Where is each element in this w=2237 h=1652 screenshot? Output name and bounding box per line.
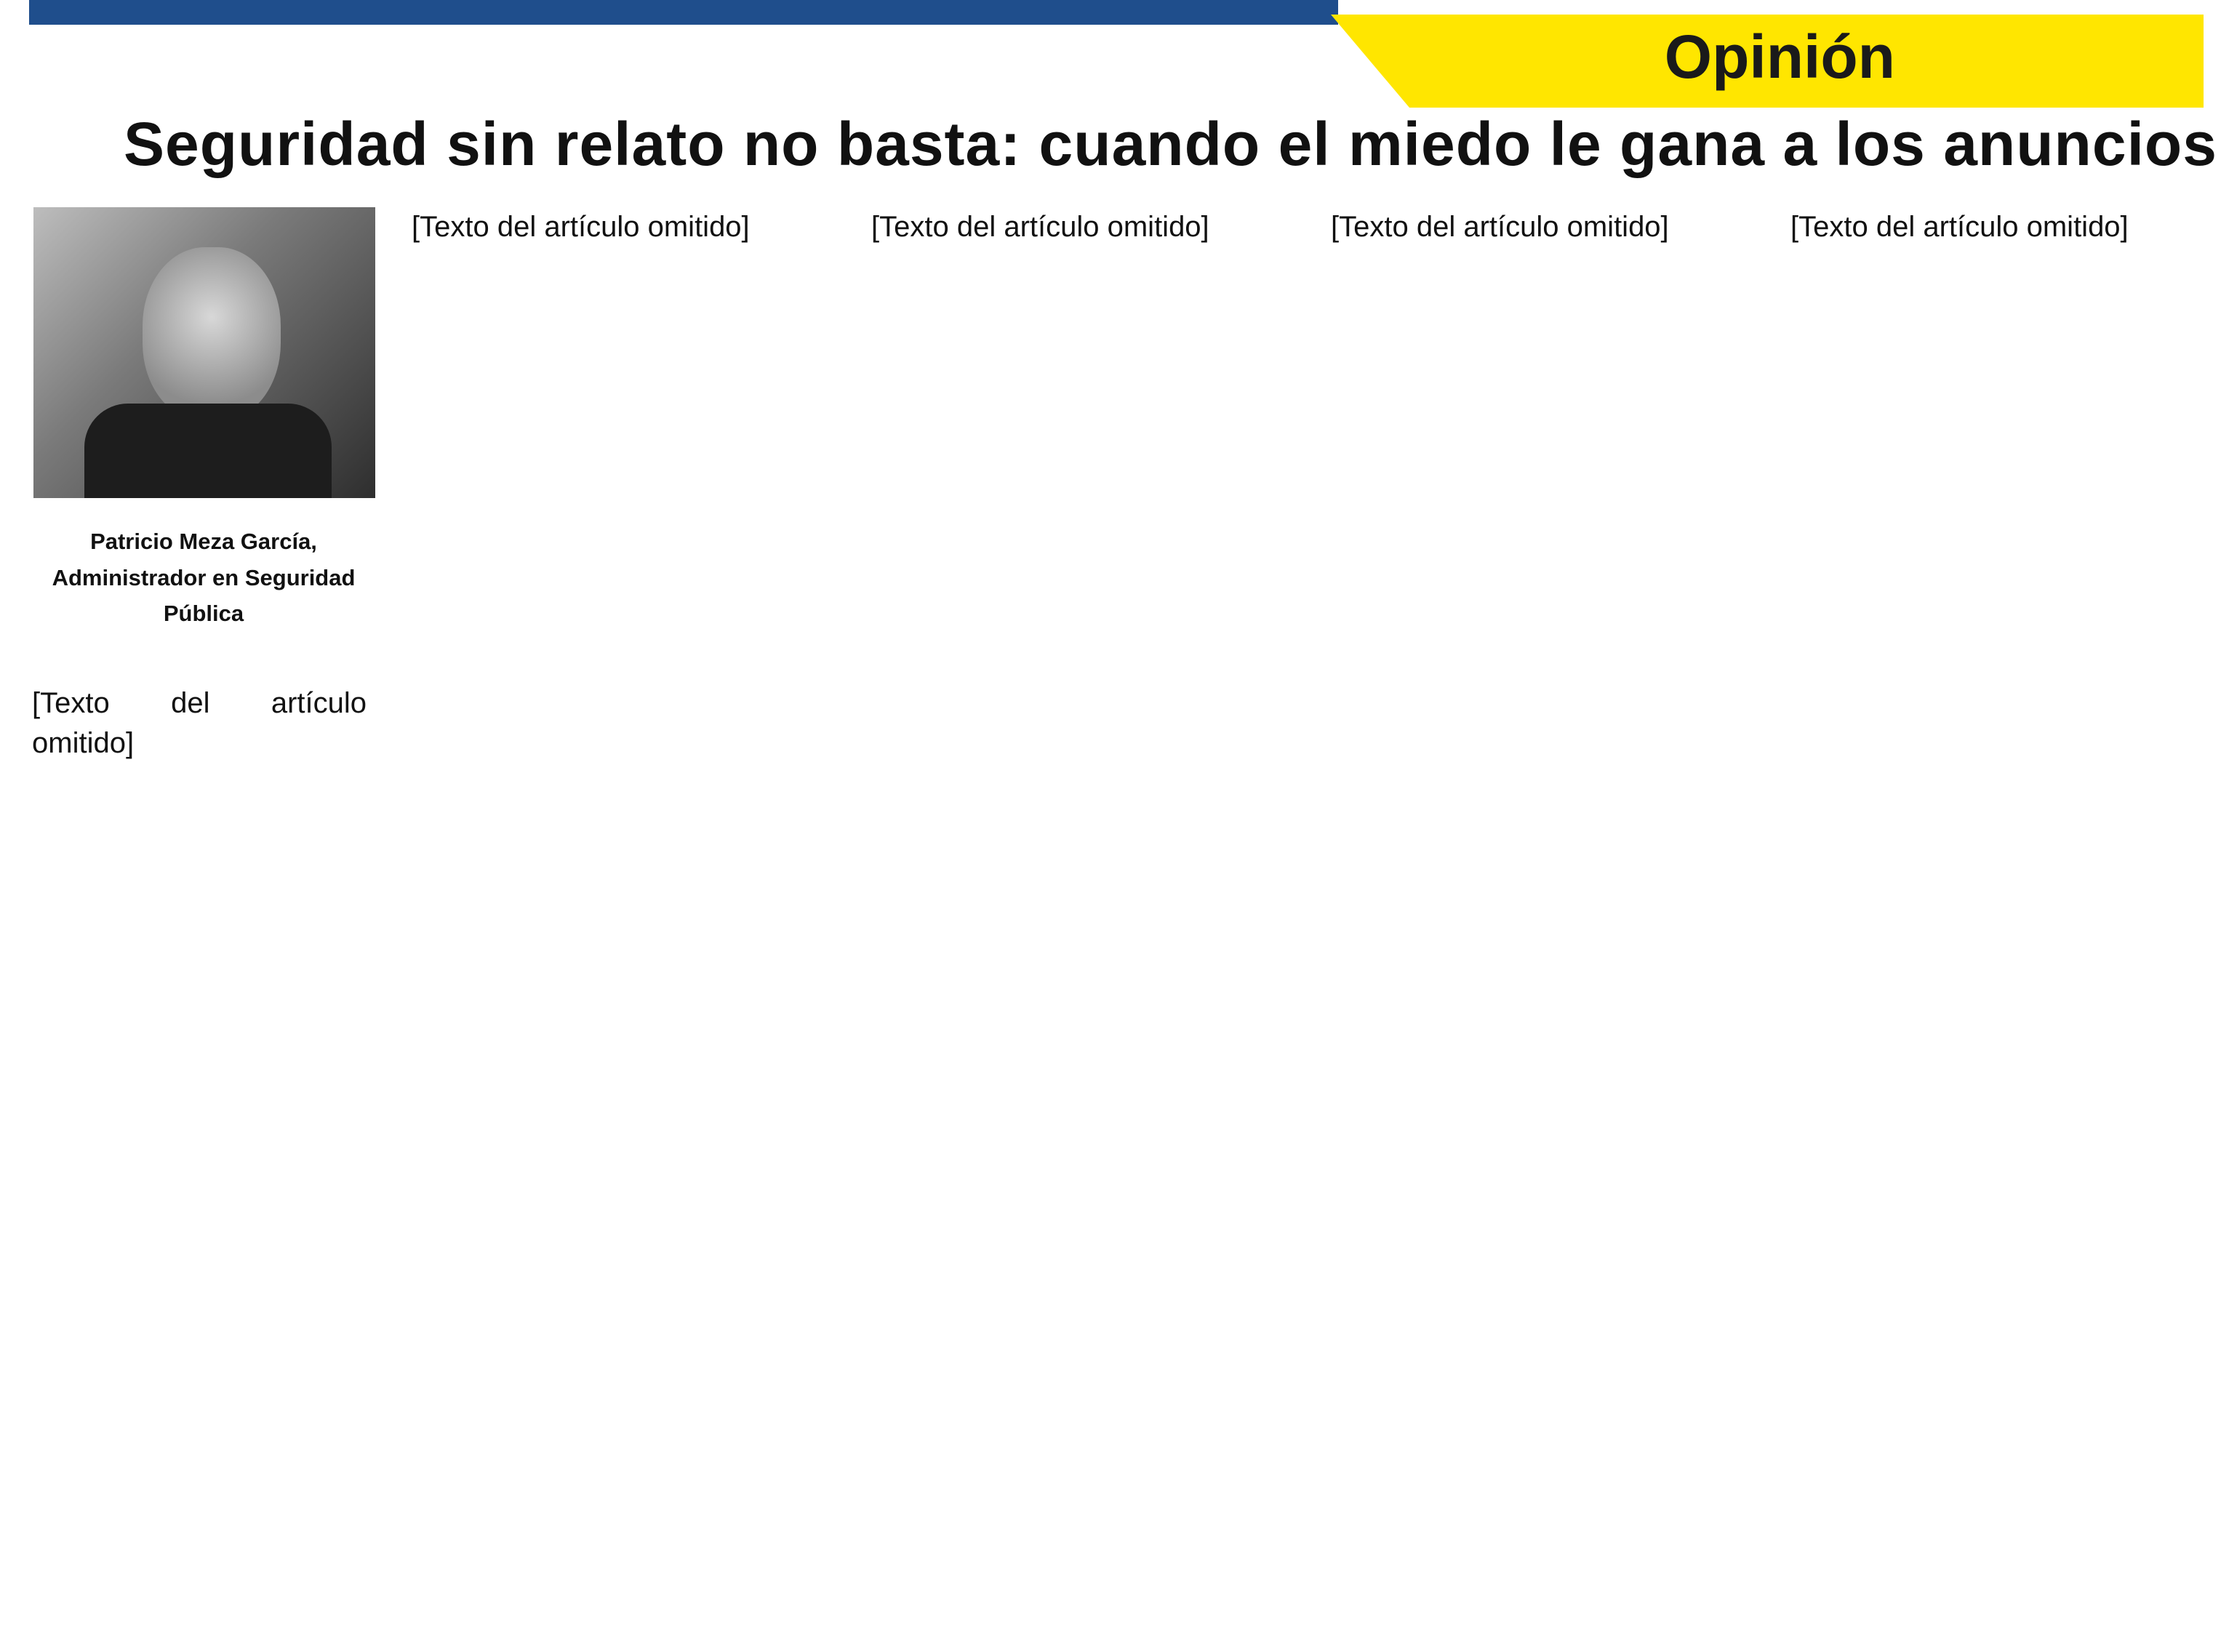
column-paragraph: [Texto del artículo omitido] (871, 211, 1209, 243)
author-byline (29, 524, 378, 632)
author-name: Patricio Meza García, (90, 529, 317, 554)
column-paragraph: [Texto del artículo omitido] (412, 211, 750, 243)
author-face (143, 247, 281, 422)
section-label: Opinión (1664, 23, 1895, 91)
column-paragraph: [Texto del artículo omitido] (1790, 211, 2129, 243)
masthead-blue-bar (29, 0, 1338, 25)
article-headline: Seguridad sin relato no basta: cuando el miedo le gana a los anuncios (124, 110, 2217, 178)
article-column-1 (32, 683, 367, 800)
article-column-5 (1790, 207, 2216, 284)
column-paragraph: [Texto del artículo omitido] (32, 687, 367, 759)
article-column-2 (412, 207, 837, 284)
article-column-3 (871, 207, 1297, 284)
author-role: Administrador en Seguridad Pública (52, 564, 356, 627)
article-column-4 (1331, 207, 1756, 284)
author-suit (84, 404, 332, 498)
author-photo (33, 207, 375, 498)
column-paragraph: [Texto del artículo omitido] (1331, 211, 1669, 243)
